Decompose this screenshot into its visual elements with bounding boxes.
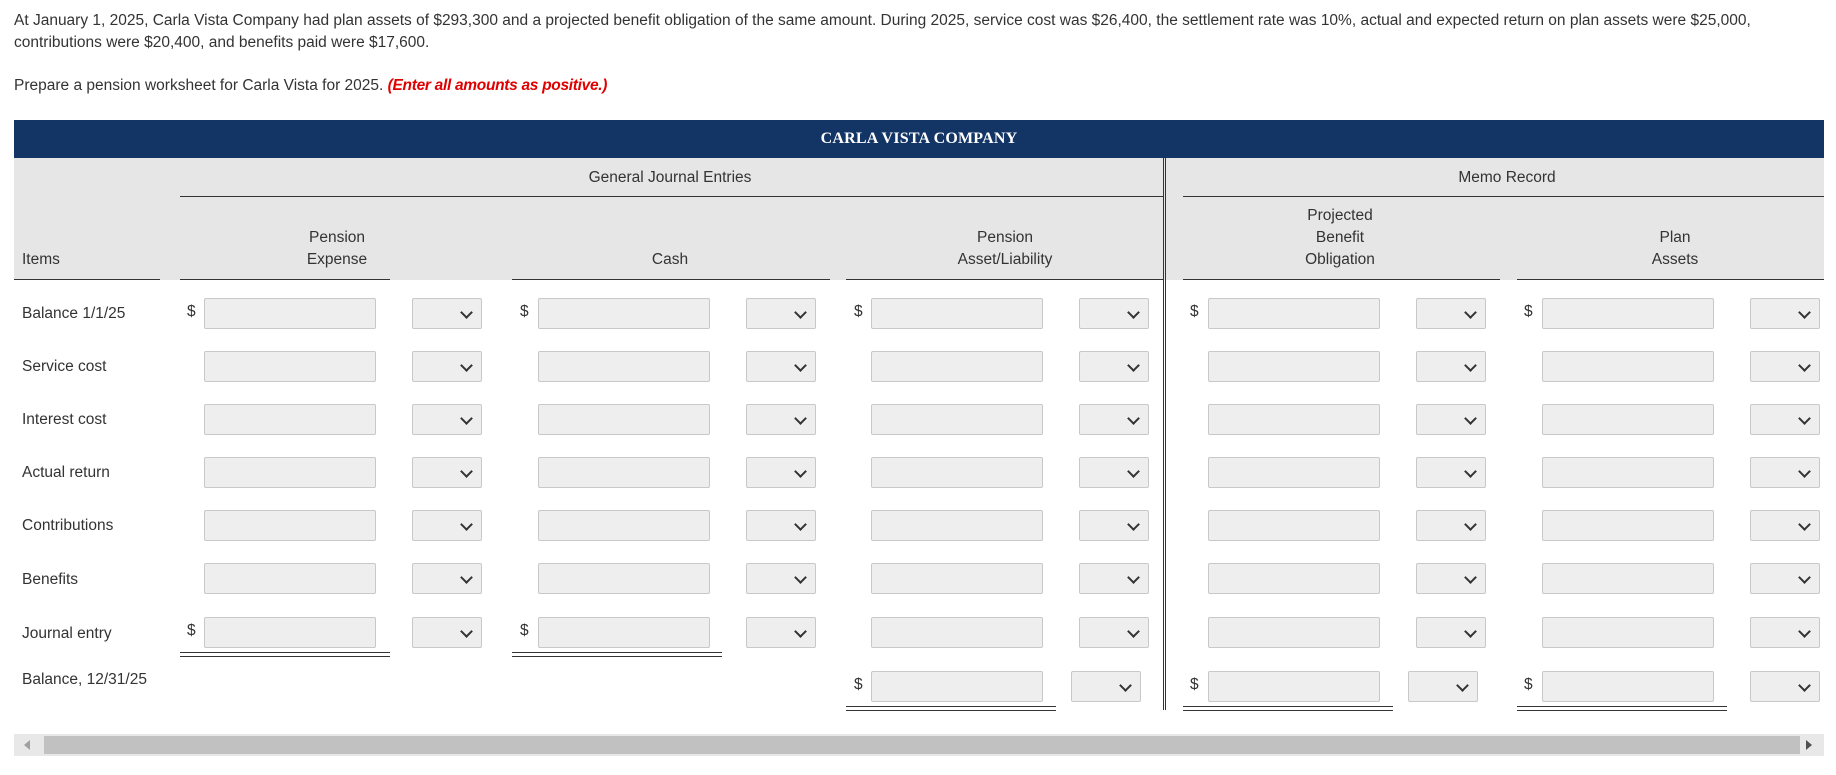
pension-asset-dr-cr-select[interactable] (1079, 298, 1149, 329)
chevron-down-icon (794, 359, 807, 372)
chevron-down-icon (794, 412, 807, 425)
row-label: Benefits (22, 571, 79, 588)
instructions (14, 77, 607, 95)
pbo-amount-input[interactable] (1208, 671, 1380, 702)
cash-amount-input[interactable] (538, 457, 710, 488)
pbo-amount-input[interactable] (1208, 298, 1380, 329)
chevron-down-icon (1119, 679, 1132, 692)
pension-expense-amount-input[interactable] (204, 457, 376, 488)
plan-assets-amount-input[interactable] (1542, 563, 1714, 594)
chevron-down-icon (460, 465, 473, 478)
currency-symbol: $ (854, 303, 863, 320)
pension-asset-amount-input[interactable] (871, 510, 1043, 541)
pbo-dr-cr-select[interactable] (1416, 351, 1486, 382)
header-underline-pbo (1183, 279, 1500, 280)
header-underline-pension-expense (180, 279, 390, 280)
col-header-pension-asset-liability: Pension Asset/Liability (957, 229, 1053, 268)
plan-assets-amount-input[interactable] (1542, 404, 1714, 435)
hint-text: (Enter all amounts as positive.) (387, 77, 608, 94)
plan-assets-amount-input[interactable] (1542, 671, 1714, 702)
pension-asset-amount-input[interactable] (871, 563, 1043, 594)
cash-dr-cr-select[interactable] (746, 351, 816, 382)
pension-asset-dr-cr-select[interactable] (1079, 351, 1149, 382)
chevron-down-icon (1798, 679, 1811, 692)
currency-symbol: $ (1190, 303, 1199, 320)
pension-expense-amount-input[interactable] (204, 617, 376, 648)
chevron-down-icon (794, 518, 807, 531)
pension-expense-dr-cr-select[interactable] (412, 563, 482, 594)
pension-asset-dr-cr-select[interactable] (1079, 457, 1149, 488)
scroll-right-arrow-icon[interactable] (1806, 740, 1812, 750)
total-rule-cash (512, 652, 722, 657)
chevron-down-icon (460, 412, 473, 425)
items-header: Items (22, 251, 60, 268)
chevron-down-icon (794, 625, 807, 638)
column-separator (1163, 158, 1166, 710)
chevron-down-icon (1798, 412, 1811, 425)
chevron-down-icon (1464, 412, 1477, 425)
header-underline-plan-assets (1517, 279, 1824, 280)
chevron-down-icon (460, 625, 473, 638)
chevron-down-icon (1127, 571, 1140, 584)
total-rule-pbo (1183, 706, 1393, 711)
pension-expense-dr-cr-select[interactable] (412, 351, 482, 382)
chevron-down-icon (1464, 518, 1477, 531)
plan-assets-dr-cr-select[interactable] (1750, 298, 1820, 329)
pension-asset-amount-input[interactable] (871, 404, 1043, 435)
scroll-left-arrow-icon[interactable] (24, 740, 30, 750)
plan-assets-dr-cr-select[interactable] (1750, 563, 1820, 594)
pension-expense-amount-input[interactable] (204, 404, 376, 435)
row-label: Actual return (22, 464, 110, 481)
col-header-cash: Cash (651, 251, 689, 268)
chevron-down-icon (460, 306, 473, 319)
currency-symbol: $ (187, 303, 196, 320)
row-label: Journal entry (22, 625, 112, 642)
pension-asset-dr-cr-select[interactable] (1079, 404, 1149, 435)
chevron-down-icon (1127, 518, 1140, 531)
row-label: Balance, 12/31/25 (22, 671, 147, 688)
chevron-down-icon (460, 518, 473, 531)
cash-dr-cr-select[interactable] (746, 617, 816, 648)
cash-dr-cr-select[interactable] (746, 457, 816, 488)
chevron-down-icon (1798, 518, 1811, 531)
cash-dr-cr-select[interactable] (746, 404, 816, 435)
pension-asset-dr-cr-select[interactable] (1079, 563, 1149, 594)
pbo-amount-input[interactable] (1208, 351, 1380, 382)
chevron-down-icon (1464, 465, 1477, 478)
chevron-down-icon (1127, 412, 1140, 425)
cash-amount-input[interactable] (538, 404, 710, 435)
chevron-down-icon (1456, 679, 1469, 692)
chevron-down-icon (1798, 571, 1811, 584)
header-underline-cash (512, 279, 830, 280)
pbo-dr-cr-select[interactable] (1416, 404, 1486, 435)
plan-assets-amount-input[interactable] (1542, 510, 1714, 541)
chevron-down-icon (1464, 571, 1477, 584)
plan-assets-dr-cr-select[interactable] (1750, 617, 1820, 648)
pbo-dr-cr-select[interactable] (1416, 617, 1486, 648)
chevron-down-icon (1798, 625, 1811, 638)
problem-statement: At January 1, 2025, Carla Vista Company had plan assets of $293,300 and a projected benefit obligation of the same amount. During 2025, service cost was $26,400, the settlement rate was 10%, actual and expected return on plan assets were $25,000, contributions were $20,400, and benefits paid were $17,600. (14, 12, 1751, 51)
chevron-down-icon (1127, 306, 1140, 319)
pension-expense-dr-cr-select[interactable] (412, 617, 482, 648)
plan-assets-dr-cr-select[interactable] (1750, 457, 1820, 488)
plan-assets-dr-cr-select[interactable] (1750, 404, 1820, 435)
cash-amount-input[interactable] (538, 617, 710, 648)
pension-expense-dr-cr-select[interactable] (412, 298, 482, 329)
plan-assets-dr-cr-select[interactable] (1750, 671, 1820, 702)
chevron-down-icon (460, 571, 473, 584)
pbo-dr-cr-select[interactable] (1416, 457, 1486, 488)
chevron-down-icon (794, 306, 807, 319)
cash-amount-input[interactable] (538, 563, 710, 594)
group-header-memo: Memo Record (1458, 169, 1556, 186)
plan-assets-amount-input[interactable] (1542, 298, 1714, 329)
plan-assets-dr-cr-select[interactable] (1750, 351, 1820, 382)
group-header-gje: General Journal Entries (588, 169, 752, 186)
pension-expense-dr-cr-select[interactable] (412, 404, 482, 435)
currency-symbol: $ (187, 622, 196, 639)
header-underline-items (14, 279, 160, 280)
pension-asset-dr-cr-select[interactable] (1079, 510, 1149, 541)
chevron-down-icon (1464, 625, 1477, 638)
cash-amount-input[interactable] (538, 298, 710, 329)
pension-asset-amount-input[interactable] (871, 298, 1043, 329)
pension-expense-dr-cr-select[interactable] (412, 457, 482, 488)
chevron-down-icon (1798, 465, 1811, 478)
pension-expense-amount-input[interactable] (204, 351, 376, 382)
chevron-down-icon (1127, 625, 1140, 638)
plan-assets-amount-input[interactable] (1542, 617, 1714, 648)
company-banner: CARLA VISTA COMPANY (14, 120, 1824, 158)
currency-symbol: $ (1190, 676, 1199, 693)
pbo-amount-input[interactable] (1208, 510, 1380, 541)
plan-assets-dr-cr-select[interactable] (1750, 510, 1820, 541)
currency-symbol: $ (520, 622, 529, 639)
chevron-down-icon (1464, 306, 1477, 319)
chevron-down-icon (794, 465, 807, 478)
pension-expense-dr-cr-select[interactable] (412, 510, 482, 541)
currency-symbol: $ (1524, 303, 1533, 320)
pbo-amount-input[interactable] (1208, 617, 1380, 648)
pension-asset-amount-input[interactable] (871, 671, 1043, 702)
row-label: Contributions (22, 517, 114, 534)
total-rule-plan-assets (1517, 706, 1727, 711)
row-label: Service cost (22, 358, 107, 375)
pbo-amount-input[interactable] (1208, 404, 1380, 435)
cash-dr-cr-select[interactable] (746, 298, 816, 329)
cash-amount-input[interactable] (538, 351, 710, 382)
col-header-pension-expense: Pension Expense (306, 229, 368, 268)
chevron-down-icon (794, 571, 807, 584)
col-header-pbo: Projected Benefit Obligation (1305, 207, 1375, 268)
total-rule-pension-expense (180, 652, 390, 657)
chevron-down-icon (1798, 359, 1811, 372)
cash-amount-input[interactable] (538, 510, 710, 541)
pension-asset-amount-input[interactable] (871, 351, 1043, 382)
cash-dr-cr-select[interactable] (746, 510, 816, 541)
chevron-down-icon (1127, 359, 1140, 372)
pbo-amount-input[interactable] (1208, 457, 1380, 488)
total-rule-pension-asset (846, 706, 1056, 711)
chevron-down-icon (1464, 359, 1477, 372)
chevron-down-icon (1798, 306, 1811, 319)
chevron-down-icon (460, 359, 473, 372)
pension-asset-dr-cr-select[interactable] (1071, 671, 1141, 702)
plan-assets-amount-input[interactable] (1542, 457, 1714, 488)
prepare-text: Prepare a pension worksheet for Carla Vista for 2025. (14, 77, 384, 94)
pbo-dr-cr-select[interactable] (1408, 671, 1478, 702)
pbo-dr-cr-select[interactable] (1416, 298, 1486, 329)
cash-dr-cr-select[interactable] (746, 563, 816, 594)
pension-expense-amount-input[interactable] (204, 298, 376, 329)
col-header-plan-assets: Plan Assets (1651, 229, 1699, 268)
currency-symbol: $ (1524, 676, 1533, 693)
plan-assets-amount-input[interactable] (1542, 351, 1714, 382)
row-label: Balance 1/1/25 (22, 305, 126, 322)
pension-expense-amount-input[interactable] (204, 563, 376, 594)
chevron-down-icon (1127, 465, 1140, 478)
horizontal-scrollbar[interactable] (14, 734, 1824, 756)
pbo-dr-cr-select[interactable] (1416, 563, 1486, 594)
pension-asset-amount-input[interactable] (871, 457, 1043, 488)
group-underline-gje (180, 196, 1164, 197)
pension-asset-amount-input[interactable] (871, 617, 1043, 648)
row-label: Interest cost (22, 411, 107, 428)
header-underline-pension-asset (846, 279, 1164, 280)
pension-asset-dr-cr-select[interactable] (1079, 617, 1149, 648)
pbo-dr-cr-select[interactable] (1416, 510, 1486, 541)
group-underline-memo (1183, 196, 1824, 197)
pbo-amount-input[interactable] (1208, 563, 1380, 594)
scrollbar-thumb[interactable] (44, 736, 1800, 754)
pension-expense-amount-input[interactable] (204, 510, 376, 541)
currency-symbol: $ (854, 676, 863, 693)
currency-symbol: $ (520, 303, 529, 320)
